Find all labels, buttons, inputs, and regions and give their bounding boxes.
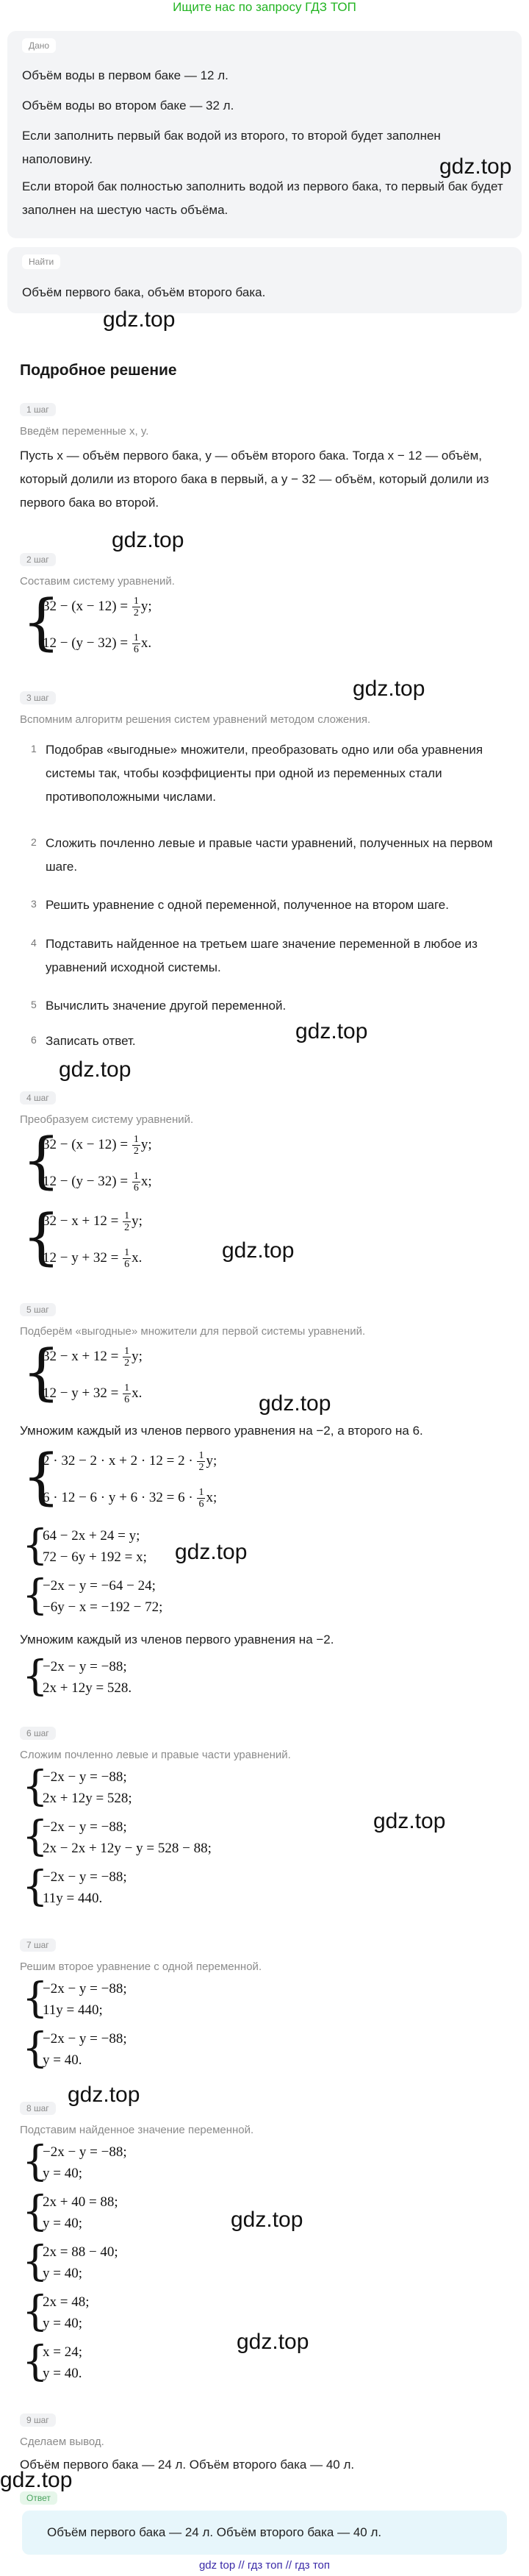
watermark: gdz.top xyxy=(353,677,425,701)
equation: x = 24; xyxy=(43,2344,82,2360)
watermark: gdz.top xyxy=(231,2208,303,2232)
equation: 12 − y + 32 = $\frac{1}{6}$ x. xyxy=(43,1382,143,1405)
equation: 2x + 12y = 528. xyxy=(43,1680,132,1696)
equation: −2x − y = −64 − 24; xyxy=(43,1578,156,1594)
equation: 32 − (x − 12) = $\frac{1}{2}$ y; xyxy=(43,596,152,618)
step-3-label: 3 шаг xyxy=(20,691,56,704)
brace-icon: { xyxy=(22,588,61,657)
system-7a xyxy=(22,1974,316,2025)
system-8c xyxy=(22,2238,316,2288)
brace-icon: { xyxy=(22,1652,48,1700)
step-8-label: 8 шаг xyxy=(20,2102,56,2115)
step-4-label: 4 шаг xyxy=(20,1091,56,1105)
watermark: gdz.top xyxy=(103,307,176,332)
list-item: Сложить почленно левые и правые части уравнений, полученных на первом шаге. xyxy=(46,836,493,874)
watermark: gdz.top xyxy=(222,1238,295,1263)
watermark: gdz.top xyxy=(0,2468,73,2492)
watermark: gdz.top xyxy=(237,2330,309,2354)
equation: −2x − y = −88; xyxy=(43,2144,127,2160)
brace-icon: { xyxy=(22,2238,48,2286)
equation: −6y − x = −192 − 72; xyxy=(43,1599,163,1615)
equation: 12 − (y − 32) = $\frac{1}{6}$ x; xyxy=(43,1171,152,1194)
watermark: gdz.top xyxy=(68,2083,140,2107)
equation: 32 − (x − 12) = $\frac{1}{2}$ y; xyxy=(43,1134,152,1157)
brace-icon: { xyxy=(22,2188,48,2236)
equation: −2x − y = −88; xyxy=(43,1869,127,1885)
brace-icon: { xyxy=(22,2338,48,2386)
given-line-1: Объём воды в первом баке — 12 л. xyxy=(22,68,228,82)
list-item-number: 3 xyxy=(31,898,37,910)
brace-icon: { xyxy=(22,1521,48,1569)
equation: y = 40; xyxy=(43,2166,82,2181)
brace-icon: { xyxy=(22,1813,48,1860)
equation: 32 − x + 12 = $\frac{1}{2}$ y; xyxy=(43,1210,143,1233)
given-card xyxy=(7,31,522,238)
watermark: gdz.top xyxy=(175,1540,248,1564)
equation: 2x + 40 = 88; xyxy=(43,2194,118,2210)
equation: −2x − y = −88; xyxy=(43,1819,127,1835)
answer-card xyxy=(22,2511,507,2555)
brace-icon: { xyxy=(22,2138,48,2186)
step-6-intro: Сложим почленно левые и правые части уравнений. xyxy=(20,1749,291,1761)
equation: −2x − y = −88; xyxy=(43,1769,127,1785)
step-9-text: Объём первого бака — 24 л. Объём второго бака — 40 л. xyxy=(20,2458,355,2472)
equation: y = 40; xyxy=(43,2266,82,2281)
equation: y = 40; xyxy=(43,2316,82,2331)
step-2-label: 2 шаг xyxy=(20,553,56,566)
step-1-text: Пусть x — объём первого бака, y — объём второго бака. Тогда x − 12 — объём, который долили из второго бака в первый, а y − 32 — объём, который долили из первого бака во второй. xyxy=(20,449,489,510)
step-2-intro: Составим систему уравнений. xyxy=(20,575,175,588)
step-1-label: 1 шаг xyxy=(20,403,56,416)
given-line-2: Объём воды во втором баке — 32 л. xyxy=(22,99,234,113)
equation: 12 − (y − 32) = $\frac{1}{6}$ x. xyxy=(43,632,152,655)
system-6c xyxy=(22,1863,316,1913)
step-8-intro: Подставим найденное значение переменной. xyxy=(20,2124,254,2136)
step-9-label: 9 шаг xyxy=(20,2413,56,2427)
step-6-label: 6 шаг xyxy=(20,1727,56,1740)
list-item: Решить уравнение с одной переменной, полученное на втором шаге. xyxy=(46,898,449,912)
search-link[interactable]: Ищите нас по запросу ГДЗ ТОП xyxy=(173,0,356,14)
system-6b xyxy=(22,1813,331,1863)
brace-icon: { xyxy=(22,1863,48,1910)
equation: 6 · 12 − 6 · y + 6 · 32 = 6 · $\frac{1}{6}$ x; xyxy=(43,1487,217,1510)
system-2 xyxy=(22,588,316,665)
list-item: Подставить найденное на третьем шаге значение переменной в любое из уравнений исходной системы. xyxy=(46,937,478,974)
brace-icon: { xyxy=(22,1442,61,1512)
equation: y = 40; xyxy=(43,2216,82,2231)
step-5-intro: Подберём «выгодные» множители для первой системы уравнений. xyxy=(20,1325,366,1338)
equation: −2x − y = −88; xyxy=(43,1981,127,1997)
step-4-intro: Преобразуем систему уравнений. xyxy=(20,1113,194,1126)
system-5e xyxy=(22,1652,316,1703)
brace-icon: { xyxy=(22,1202,61,1272)
equation: 12 − y + 32 = $\frac{1}{6}$ x. xyxy=(43,1247,143,1270)
answer-text: Объём первого бака — 24 л. Объём второго бака — 40 л. xyxy=(47,2525,382,2539)
brace-icon: { xyxy=(22,1338,61,1407)
equation: 11y = 440. xyxy=(43,1891,103,1906)
step-5-mult-2: Умножим каждый из членов первого уравнения на −2. xyxy=(20,1633,334,1646)
equation: 2x = 48; xyxy=(43,2294,90,2310)
watermark: gdz.top xyxy=(59,1057,132,1082)
system-5b xyxy=(22,1442,316,1521)
watermark: gdz.top xyxy=(112,528,184,552)
given-line-4: Если второй бак полностью заполнить водой из первого бака, то первый бак будет заполнен на шестую часть объёма. xyxy=(22,179,503,217)
list-item-number: 1 xyxy=(31,743,37,754)
equation: y = 40. xyxy=(43,2052,82,2068)
watermark: gdz.top xyxy=(439,154,512,179)
find-card xyxy=(7,247,522,313)
given-label: Дано xyxy=(22,38,56,53)
brace-icon: { xyxy=(22,2024,48,2072)
list-item-number: 2 xyxy=(31,836,37,848)
equation: 11y = 440; xyxy=(43,2002,103,2018)
list-item-number: 4 xyxy=(31,937,37,949)
system-5c xyxy=(22,1521,316,1572)
equation: −2x − y = −88; xyxy=(43,2031,127,2047)
equation: 2 · 32 − 2 · x + 2 · 12 = 2 · $\frac{1}{2}$ y; xyxy=(43,1450,217,1473)
step-7-label: 7 шаг xyxy=(20,1938,56,1952)
step-5-label: 5 шаг xyxy=(20,1303,56,1316)
equation: 32 − x + 12 = $\frac{1}{2}$ y; xyxy=(43,1346,143,1369)
find-label: Найти xyxy=(22,254,60,269)
answer-label: Ответ xyxy=(20,2491,57,2505)
brace-icon: { xyxy=(22,1571,48,1619)
given-line-3: Если заполнить первый бак водой из второго, то второй будет заполнен наполовину. xyxy=(22,129,441,166)
list-item: Вычислить значение другой переменной. xyxy=(46,999,287,1013)
watermark: gdz.top xyxy=(295,1019,368,1043)
system-4a xyxy=(22,1126,316,1205)
equation: 64 − 2x + 24 = y; xyxy=(43,1528,140,1544)
brace-icon: { xyxy=(22,2288,48,2336)
step-3-intro: Вспомним алгоритм решения систем уравнений методом сложения. xyxy=(20,713,371,726)
system-6a xyxy=(22,1763,316,1813)
equation: 2x − 2x + 12y − y = 528 − 88; xyxy=(43,1841,212,1856)
system-7b xyxy=(22,2024,316,2075)
brace-icon: { xyxy=(22,1126,61,1196)
equation: 72 − 6y + 192 = x; xyxy=(43,1549,147,1565)
solution-title: Подробное решение xyxy=(20,362,177,379)
list-item-number: 6 xyxy=(31,1034,37,1046)
list-item: Подобрав «выгодные» множители, преобразовать одно или оба уравнения системы так, чтобы коэффициенты при одной из переменных стали противоположными числами. xyxy=(46,743,483,804)
equation: −2x − y = −88; xyxy=(43,1659,127,1674)
equation: 2x = 88 − 40; xyxy=(43,2244,118,2260)
system-5d xyxy=(22,1571,316,1622)
step-9-intro: Сделаем вывод. xyxy=(20,2436,104,2448)
equation: 2x + 12y = 528; xyxy=(43,1791,132,1806)
brace-icon: { xyxy=(22,1763,48,1810)
brace-icon: { xyxy=(22,1974,48,2022)
step-7-intro: Решим второе уравнение с одной переменной. xyxy=(20,1960,262,1973)
footer-links[interactable]: gdz top // гдз топ // гдз топ xyxy=(198,2559,331,2572)
watermark: gdz.top xyxy=(373,1809,446,1833)
find-text: Объём первого бака, объём второго бака. xyxy=(22,285,266,299)
watermark: gdz.top xyxy=(259,1391,331,1416)
list-item-number: 5 xyxy=(31,999,37,1010)
system-8a xyxy=(22,2138,316,2188)
equation: y = 40. xyxy=(43,2366,82,2381)
step-1-intro: Введём переменные x, y. xyxy=(20,425,149,438)
step-5-mult-1: Умножим каждый из членов первого уравнения на −2, а второго на 6. xyxy=(20,1424,423,1438)
list-item: Записать ответ. xyxy=(46,1034,136,1048)
